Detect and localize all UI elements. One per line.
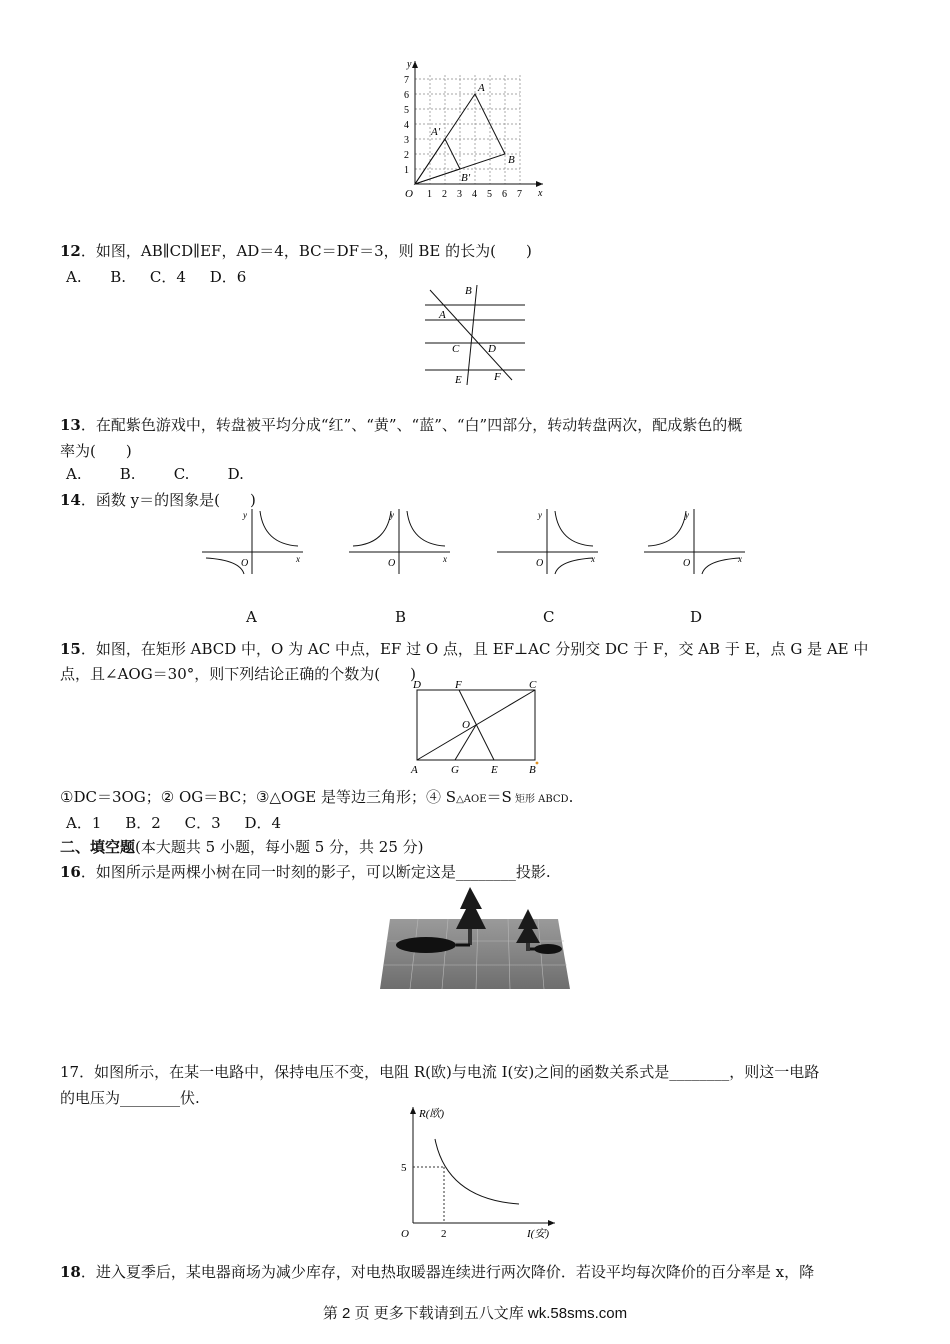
q13-options [66,465,244,483]
fig12-label-b: B [465,285,472,297]
q13-number: 13 [60,416,81,434]
fig11-xtick: 5 [487,189,492,200]
fig15-label-g: G [451,764,459,776]
fig11-origin: O [405,188,413,200]
fig11-ytick: 5 [404,105,409,116]
q12-stem [60,240,532,261]
q14-graph-b [347,506,452,576]
q14a-origin: O [241,558,249,569]
fig15-label-e: E [491,764,498,776]
fig12-label-e: E [455,374,462,386]
q14c-x-label: x [591,554,595,564]
q12-option-b: B. [110,268,127,286]
fig11-ytick: 4 [404,120,409,131]
q13-text-line1: ．在配紫色游戏中，转盘被平均分成“红”、“黄”、“蓝”、“白”四部分，转动转盘两次，配成紫色的概 [80,416,743,434]
section2-heading [60,836,424,857]
q12-number: 12 [60,242,81,260]
q17-text-line2: 的电压为________伏. [60,1089,200,1107]
q12-option-c: C．4 [149,268,186,286]
fig11-xtick: 2 [442,189,447,200]
fig12-label-f: F [494,371,501,383]
fig15-label-o: O [462,719,470,731]
q14-number: 14 [60,491,81,509]
q18-number: 18 [60,1263,81,1281]
fig11-xtick: 1 [427,189,432,200]
q14d-y-label: y [685,510,689,520]
q15-text-line1: ．如图，在矩形 ABCD 中，O 为 AC 中点，EF 过 O 点，且 EF⊥AC 分别交 DC 于 F，交 AB 于 E，点 G 是 AE 中 [80,640,869,658]
fig11-ytick: 3 [404,135,409,146]
q11-grid-figure [395,55,555,205]
q15-sub-aoe: △AOE [456,794,487,805]
q15-statements-eq: ＝S [486,788,512,806]
q13-option-a: A. [66,465,82,483]
fig11-point-a-prime: A′ [431,126,441,138]
q17-text-line1: 17．如图所示，在某一电路中，保持电压不变，电阻 R(欧)与电流 I(安)之间的函数关系式是________，则这一电路 [60,1063,820,1081]
q15-rectangle-figure [405,680,550,778]
q13-option-c: C. [173,465,190,483]
q14-label-a: A [246,608,257,626]
q12-option-a: A. [66,268,82,286]
fig12-label-c: C [452,343,460,355]
fig15-label-b: B [529,764,536,776]
q13-option-b: B. [119,465,136,483]
q14c-origin: O [536,558,544,569]
fig11-xtick: 7 [517,189,522,200]
q17-x-axis-label: I(安) [527,1228,549,1240]
fig11-ytick: 2 [404,150,409,161]
q14b-y-label: y [390,510,394,520]
fig11-ytick: 7 [404,75,409,86]
page-footer: 第 2 页 更多下载请到五八文库 wk.58sms.com [322,1305,628,1322]
q14c-y-label: y [538,510,542,520]
fig11-xtick: 3 [457,189,462,200]
q17-inverse-graph [395,1103,565,1243]
fig12-label-a: A [439,309,446,321]
q15-option-c: C．3 [184,814,221,832]
q17-y-value: 5 [401,1162,407,1174]
q12-parallel-lines-figure [415,280,535,390]
q15-stem [60,638,868,659]
q17-origin: O [401,1228,409,1240]
q13-option-d: D. [227,465,244,483]
q14-label-c: C [543,608,555,626]
q17-y-axis-label: R(欧) [419,1108,445,1120]
q13-stem [60,414,742,435]
fig11-ytick: 1 [404,165,409,176]
fig12-label-d: D [488,343,496,355]
q14-graph-c [495,506,600,576]
q15-options [66,812,281,833]
q17-x-value: 2 [441,1228,447,1240]
fig15-label-d: D [413,680,421,691]
q14b-x-label: x [443,554,447,564]
q16-tree-shadow-image [378,885,572,991]
q15-number: 15 [60,640,81,658]
q12-options [66,266,246,287]
q14d-origin: O [683,558,691,569]
q15-statements [60,786,573,807]
q14a-x-label: x [296,554,300,564]
q14-label-d: D [690,608,703,626]
q12-text: ．如图，AB∥CD∥EF，AD＝4，BC＝DF＝3，则 BE 的长为( ) [80,242,532,260]
q15-statements-text: ①DC＝3OG；② OG＝BC；③△OGE 是等边三角形；④ S [60,788,457,806]
section2-title: 二、填空题 [60,838,136,856]
q16-stem [60,861,551,882]
fig11-point-a: A [478,82,485,94]
q18-stem [60,1261,814,1282]
q14-graph-a [200,506,305,576]
q15-option-b: B．2 [125,814,161,832]
fig11-x-axis-label: x [538,188,543,199]
fig11-ytick: 6 [404,90,409,101]
fig11-xtick: 6 [502,189,507,200]
q14d-x-label: x [738,554,742,564]
q14-text: ．函数 y＝的图象是( ) [80,491,256,509]
q15-option-d: D．4 [244,814,282,832]
q14a-y-label: y [243,510,247,520]
q13-text-line2: 率为( ) [60,442,132,460]
section2-note: (本大题共 5 小题，每小题 5 分，共 25 分) [135,838,424,856]
fig15-label-a: A [411,764,418,776]
q15-statements-end: . [568,788,574,806]
q16-text: ．如图所示是两棵小树在同一时刻的影子，可以断定这是________投影. [80,863,551,881]
q14b-origin: O [388,558,396,569]
q15-option-a: A．1 [66,814,102,832]
fig15-label-f: F [455,680,462,691]
q18-text: ．进入夏季后，某电器商场为减少库存，对电热取暖器连续进行两次降价．若设平均每次降价的百分率是 x，降 [80,1263,815,1281]
fig15-label-c: C [529,680,537,691]
q15-sub-rect: 矩形 ABCD [511,794,569,805]
fig11-point-b: B [508,154,515,166]
q14-label-b: B [395,608,407,626]
fig11-point-b-prime: B′ [461,172,471,184]
q15-text-line2: 点，且∠AOG＝30°，则下列结论正确的个数为( ) [60,665,416,683]
q16-number: 16 [60,863,81,881]
fig11-y-axis-label: y [407,59,412,70]
q14-graph-d [642,506,747,576]
q12-option-d: D．6 [209,268,247,286]
fig11-xtick: 4 [472,189,477,200]
